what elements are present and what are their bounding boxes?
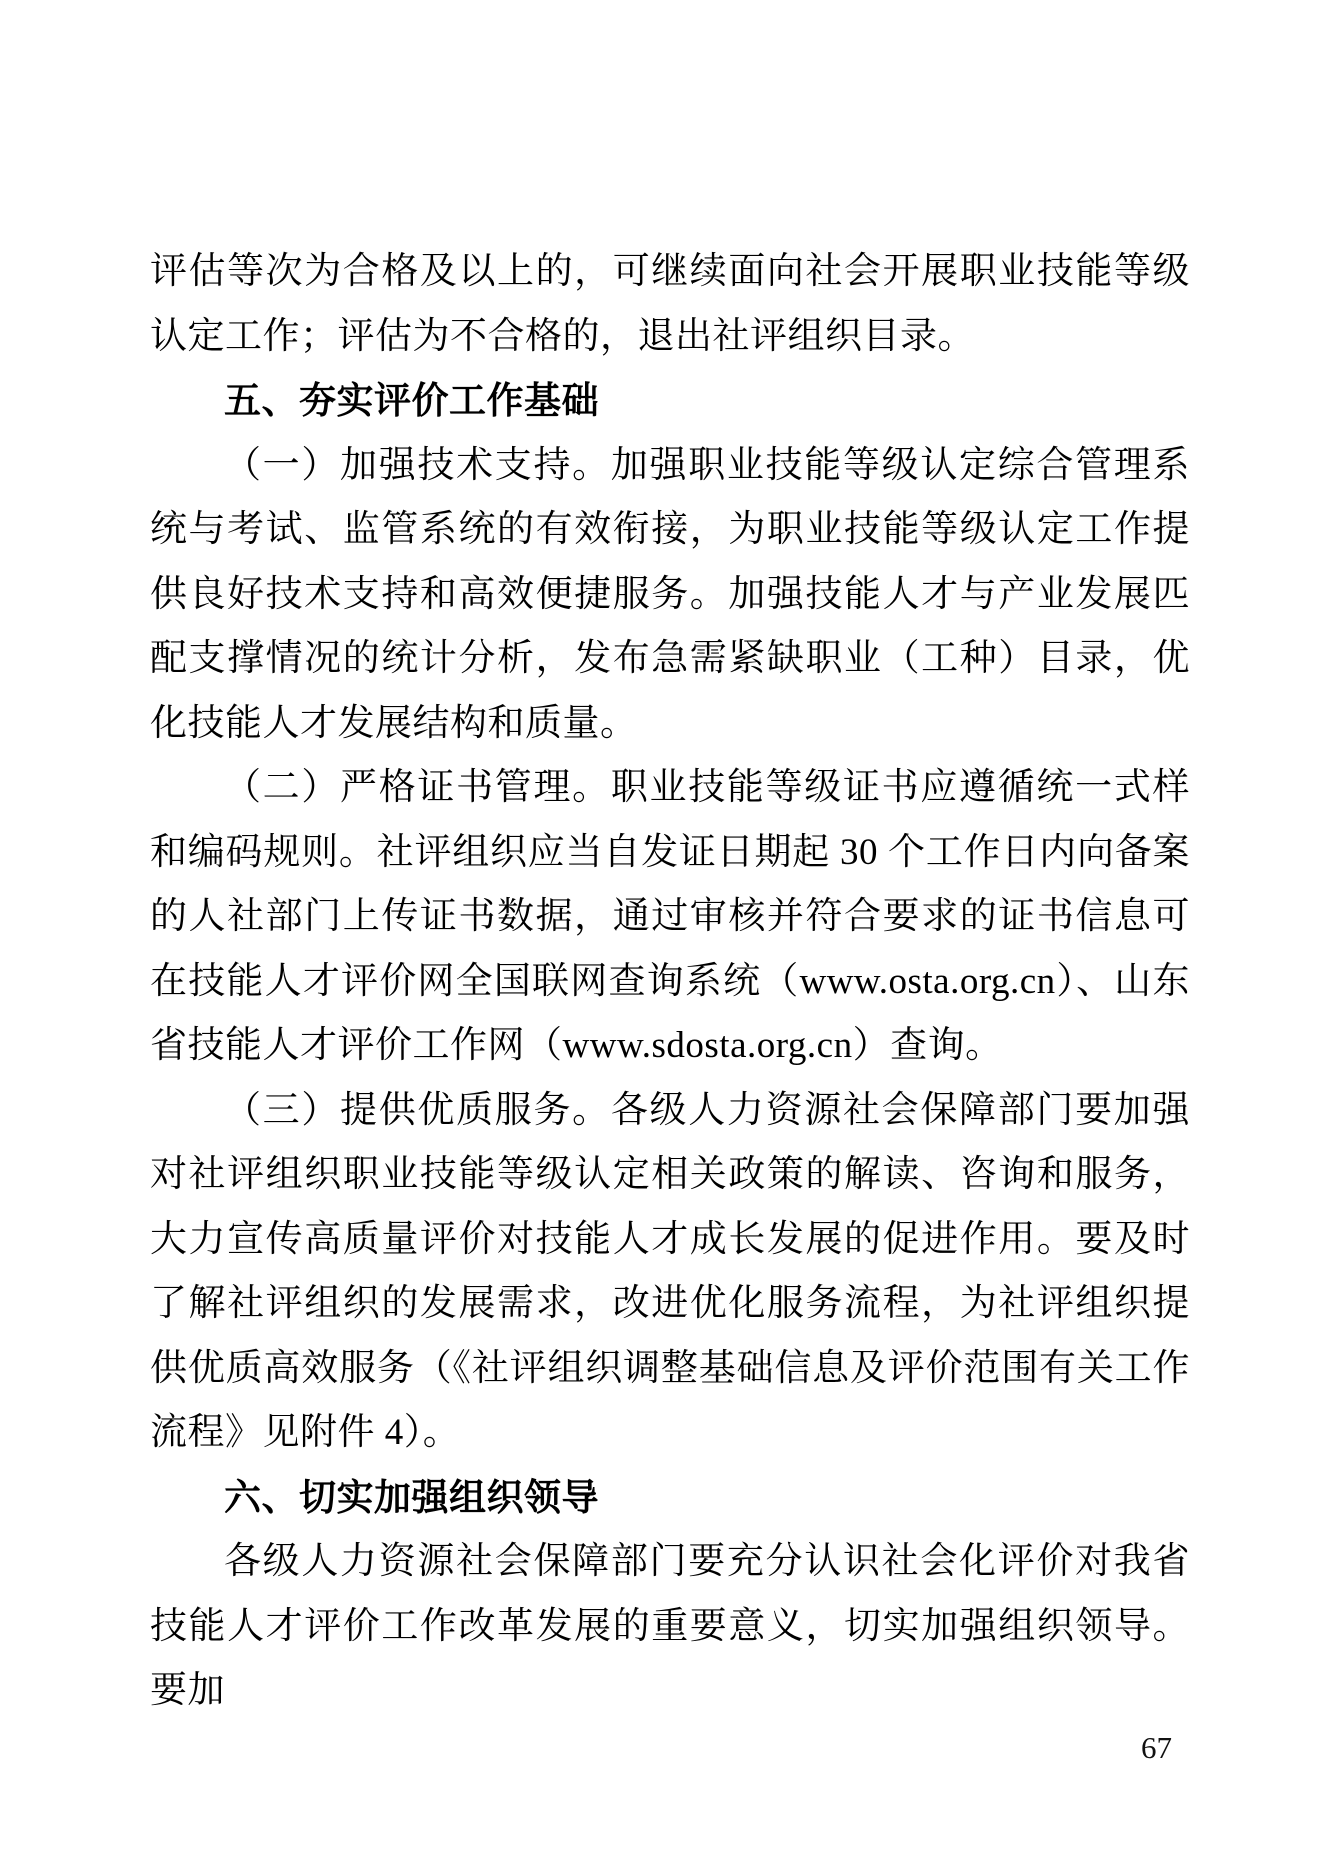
paragraph-item-1: （一）加强技术支持。加强职业技能等级认定综合管理系统与考试、监管系统的有效衔接，为职业技能等级认定工作提供良好技术支持和高效便捷服务。加强技能人才与产业发展匹配支撑情况的统计分析，发布急需紧缺职业（工种）目录，优化技能人才发展结构和质量。 (150, 444, 1190, 744)
paragraph-item-2: （二）严格证书管理。职业技能等级证书应遵循统一式样和编码规则。社评组织应当自发证日期起 30 个工作日内向备案的人社部门上传证书数据，通过审核并符合要求的证书信息可在技能人才评价网全国联网查询系统（www.osta.org.cn）、山东省技能人才评价工作网（www.sdosta.org.cn）查询。 (150, 767, 1190, 1066)
section-heading-6: 六、切实加强组织领导 (224, 1476, 599, 1518)
document-body (150, 240, 1190, 1724)
section-heading-5: 五、夯实评价工作基础 (224, 380, 599, 421)
paragraph-item-3: （三）提供优质服务。各级人力资源社会保障部门要加强对社评组织职业技能等级认定相关政策的解读、咨询和服务，大力宣传高质量评价对技能人才成长发展的促进作用。要及时了解社评组织的发展需求，改进优化服务流程，为社评组织提供优质高效服务（《社评组织调整基础信息及评价范围有关工作流程》见附件 4）。 (150, 1089, 1190, 1453)
paragraph-continuation: 评估等次为合格及以上的，可继续面向社会开展职业技能等级认定工作；评估为不合格的，退出社评组织目录。 (150, 251, 1190, 357)
paragraph-closing: 各级人力资源社会保障部门要充分认识社会化评价对我省技能人才评价工作改革发展的重要意义，切实加强组织领导。要加 (150, 1541, 1190, 1711)
page-number: 67 (1141, 1730, 1172, 1765)
